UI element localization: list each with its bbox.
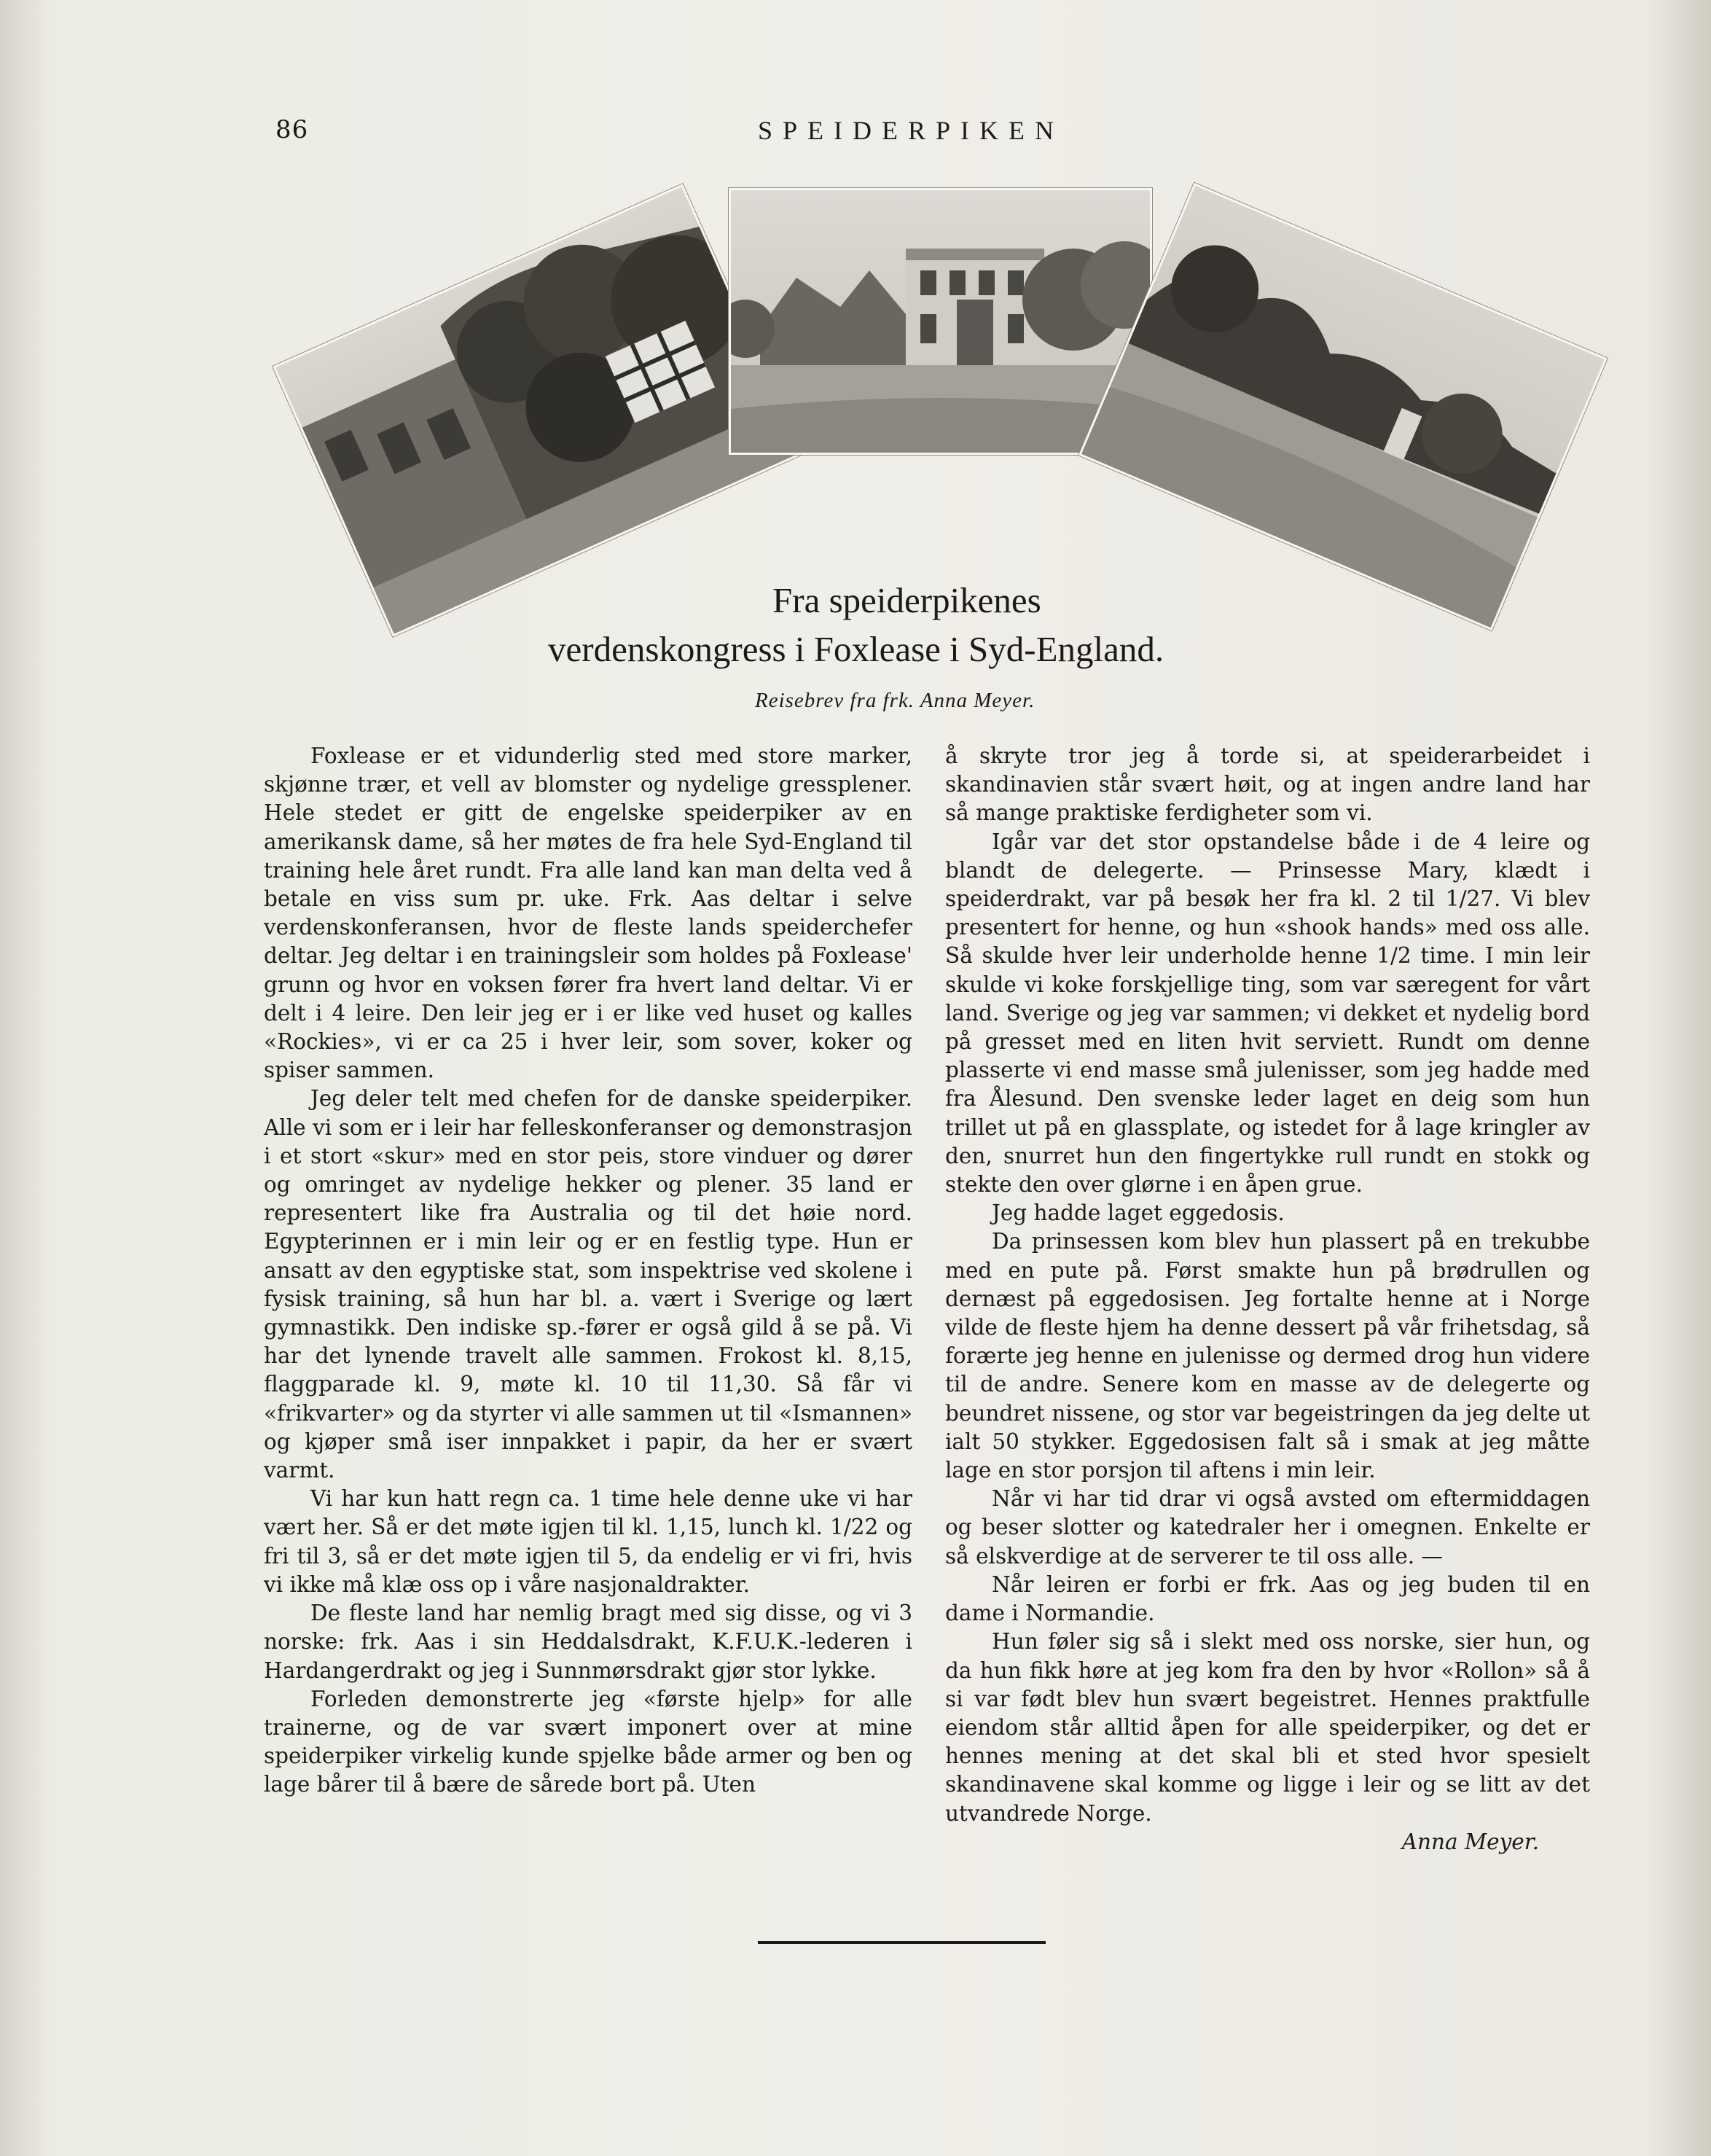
paragraph: Da prinsessen kom blev hun plassert på en trekubbe med en pute på. Først smakte hun på brødrullen og dernæst på eggedosisen. Jeg fortalte henne at i Norge vilde de fleste hjem ha denne dessert på vår frihetsdag, så forærte jeg henne en julenisse og dermed drog hun videre til de andre. Senere kom en masse av de delegerte og beundret nissene, og stor var begeistringen da jeg delte ut ialt 50 stykker. Eggedosisen falt så i smak at jeg måtte lage en stor porsjon til aftens i min leir. bbox=[945, 1229, 1590, 1483]
paragraph: Når leiren er forbi er frk. Aas og jeg buden til en dame i Normandie. bbox=[945, 1571, 1590, 1626]
end-rule bbox=[758, 1941, 1046, 1944]
paragraph: Hun føler sig så i slekt med oss norske, sier hun, og da hun fikk høre at jeg kom fra den by hvor «Rollon» så å si var født blev hun svært begeistret. Hennes praktfulle eiendom står alltid åpen for alle speiderpiker, og det er hennes mening at det skal bli et sted hvor spesielt skandinavene skal komme og ligge i leir og se litt av det utvandrede Norge. bbox=[945, 1629, 1590, 1826]
article-title-line1: Fra speiderpikenes bbox=[772, 580, 1041, 620]
paragraph: Jeg deler telt med chefen for de danske speiderpiker. Alle vi som er i leir har felleskonferanser og demonstrasjon i et stort «skur» med en stor peis, store vinduer og dører og omringet av nydelige hekker og plener. 35 land er representert like fra Australia og til det høie nord. Egypterinnen er i min leir og er en festlig type. Hun er ansatt av den egyptiske stat, som inspektrise ved skolene i fysisk training, så hun har bl. a. vært i Sverige og lært gymnastikk. Den indiske sp.-fører er også gild å se på. Vi har det lynende travelt alle sammen. Frokost kl. 8,15, flaggparade kl. 9, møte kl. 10 til 11,30. Så får vi «frikvarter» og da styrter vi alle sammen ut til «Ismannen» og kjøper små iser innpakket i papir, da her er svært varmt. bbox=[264, 1086, 912, 1483]
article-title-line2: verdenskongress i Foxlease i Syd-England. bbox=[548, 629, 1164, 669]
paragraph: Jeg hadde laget eggedosis. bbox=[992, 1200, 1285, 1226]
paragraph: Foxlease er et vidunderlig sted med store marker, skjønne trær, et vell av blomster og nydelige gressplener. Hele stedet er gitt de engelske speiderpiker av en amerikansk dame, så her møtes de fra hele Syd-England til training hele året rundt. Fra alle land kan man delta ved å betale en viss sum pr. uke. Frk. Aas deltar i selve verdenskonferansen, hvor de fleste lands speiderchefer deltar. Jeg deltar i en trainingsleir som holdes på Foxlease' grunn og hvor en voksen fører fra hvert land deltar. Vi er delt i 4 leire. Den leir jeg er i er like ved huset og kalles «Rockies», vi er ca 25 i hver leir, som sover, koker og spiser sammen. bbox=[264, 743, 912, 1083]
photo-lawn-and-trees bbox=[1078, 183, 1608, 630]
paragraph: Forleden demonstrerte jeg «første hjelp» for alle trainerne, og de var svært imponert over at mine speiderpiker virkelig kunde spjelke både armer og ben og lage bårer til å bære de sårede bort på. Uten bbox=[264, 1686, 912, 1797]
running-title: SPEIDERPIKEN bbox=[758, 116, 1065, 145]
right-text-column bbox=[945, 742, 1590, 1856]
paragraph: Vi har kun hatt regn ca. 1 time hele denne uke vi har vært her. Så er det møte igjen til kl. 1,15, lunch kl. 1/22 og fri til 3, så er det møte igjen til 5, da endelig er vi fri, hvis vi ikke må klæ oss op i våre nasjonaldrakter. bbox=[264, 1486, 912, 1597]
paragraph: å skryte tror jeg å torde si, at speiderarbeidet i skandinavien står svært høit, og at ingen andre land har så mange praktiske ferdigheter som vi. bbox=[945, 743, 1590, 826]
photo-courtyard bbox=[273, 184, 803, 636]
photo-manor-house bbox=[729, 188, 1152, 455]
paragraph: Igår var det stor opstandelse både i de 4 leire og blandt de delegerte. — Prinsesse Mary, klædt i speiderdrakt, var på besøk her fra kl. 2 til 1/27. Vi blev presentert for henne, og hun «shook hands» med oss alle. Så skulde hver leir underholde henne 1/2 time. I min leir skulde vi koke forskjellige ting, som var særegent for vårt land. Sverige og jeg var sammen; vi dekket et nydelig bord på gresset med en liten hvit serviett. Rundt om denne plasserte vi end masse små julenisser, som jeg hadde med fra Ålesund. Den svenske leder laget en deig som hun trillet ut på en glassplate, og istedet for å lage kringler av den, snurret hun den fingertykke rull rundt en stokk og stekte den over glørne i en åpen grue. bbox=[945, 829, 1590, 1198]
author-signature: Anna Meyer. bbox=[1401, 1829, 1539, 1854]
page-number: 86 bbox=[275, 115, 309, 144]
paragraph: Når vi har tid drar vi også avsted om eftermiddagen og beser slotter og katedraler her i omegnen. Enkelte er så elskverdige at de serverer te til oss alle. — bbox=[945, 1486, 1590, 1569]
article-byline: Reisebrev fra frk. Anna Meyer. bbox=[755, 689, 1035, 712]
paragraph: De fleste land har nemlig bragt med sig disse, og vi 3 norske: frk. Aas i sin Heddalsdrakt, K.F.U.K.-lederen i Hardangerdrakt og jeg i Sunnmørsdrakt gjør stor lykke. bbox=[264, 1601, 912, 1683]
left-text-column bbox=[264, 742, 912, 1800]
